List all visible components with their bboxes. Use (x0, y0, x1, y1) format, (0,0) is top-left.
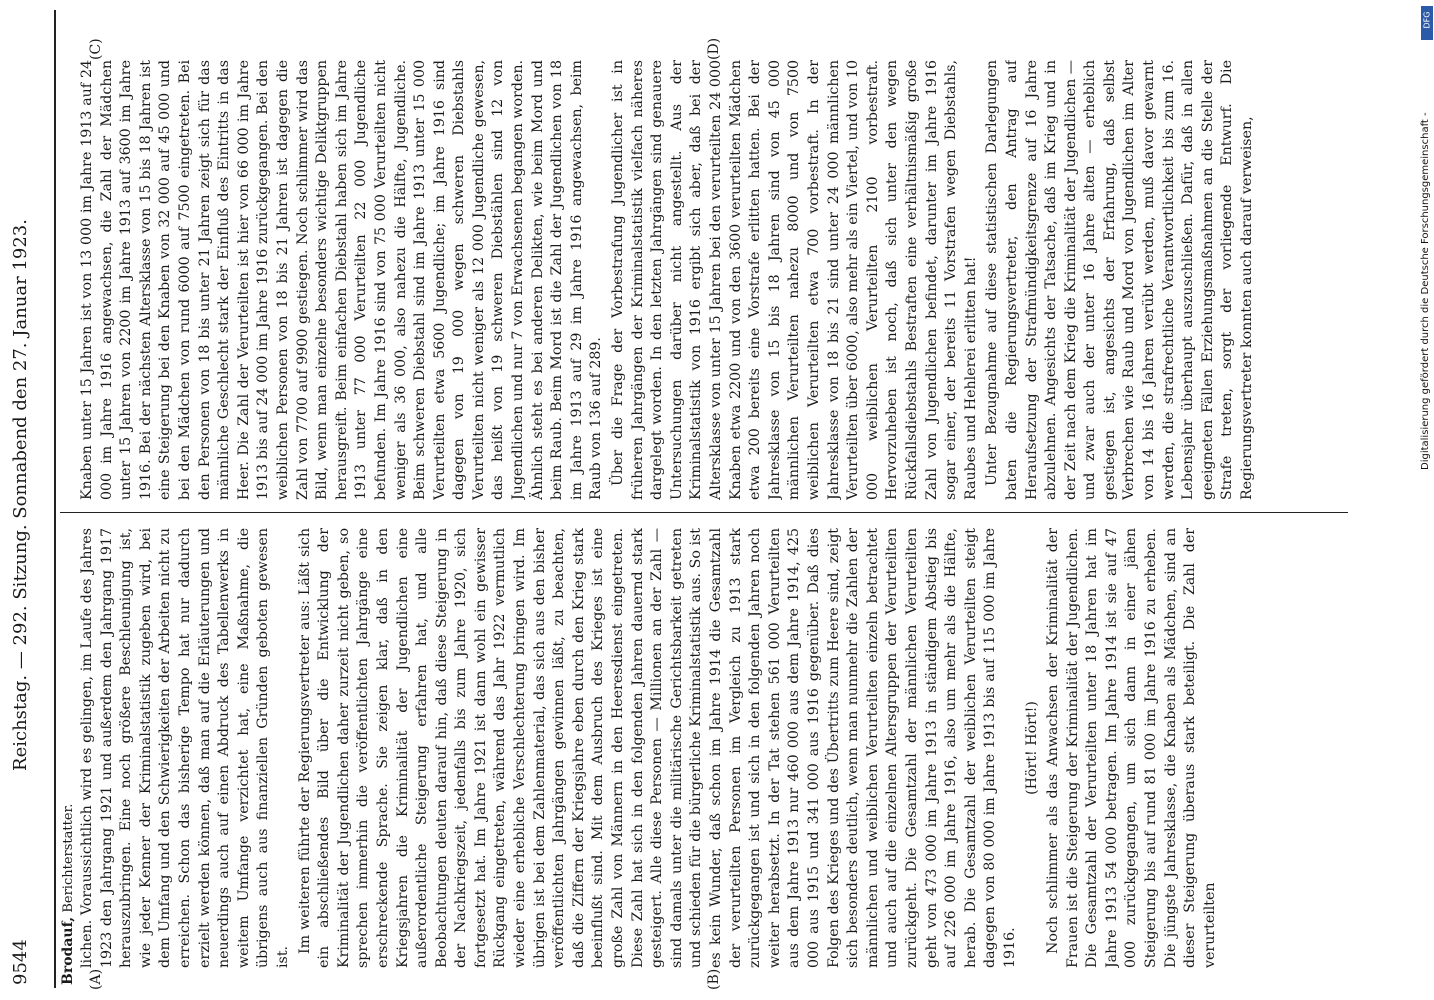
margin-letter-a: (A) (88, 968, 104, 990)
speaker-name: Brodauf, (60, 916, 76, 985)
paragraph: Knaben unter 15 Jahren ist von 13 000 im Jahre 1913 auf 24 000 im Jahre 1916 angewachsen, die Zahl der Mädchen unter 15 Jahren von 2200 im Jahre 1913 auf 3600 im Jahre 1916. Bei der nächsten Altersklasse von 15 bis 18 Jahren ist eine Steigerung bei den Knaben von 32 000 auf 45 000 und bei den Mädchen von rund 6000 auf 7500 eingetreten. Bei den Personen von 18 bis unter 21 Jahren zeigt sich für das männliche Geschlecht stark der Einfluß des Eintritts in das Heer. Die Zahl der Verurteilten ist hier von 66 000 im Jahre 1913 bis auf 24 000 im Jahre 1916 zurückgegangen. Bei den weiblichen Personen von 18 bis 21 Jahren ist dagegen die Zahl von 7700 auf 9900 gestiegen. Noch schlimmer wird das Bild, wenn man einzelne besonders wichtige Deliktgruppen herausgreift. Beim einfachen Diebstahl haben sich im Jahre 1913 unter 77 000 Verurteilten 22 000 Jugendliche befunden. Im Jahre 1916 sind von 75 000 Verurteilten nicht weniger als 36 000, also nahezu die Hälfte, Jugendliche. Beim schweren Diebstahl sind im Jahre 1913 unter 15 000 Verurteilten etwa 5600 Jugendliche; im Jahre 1916 sind dagegen von 19 000 wegen schweren Diebstahls Verurteilten nicht weniger als 12 000 Jugendliche gewesen, das heißt von 19 schweren Diebstählen sind 12 von Jugendlichen und nur 7 von Erwachsenen begangen worden. Ähnlich steht es bei anderen Delikten, wie beim Mord und beim Raub. Beim Mord ist die Zahl der Jugendlichen von 18 im Jahre 1913 auf 29 im Jahre 1916 angewachsen, beim Raub von 136 auf 289. (79, 60, 605, 500)
paragraph: Über die Frage der Vorbestrafung Jugendlicher ist in früheren Jahrgängen der Kriminalstatistik vielfach näheres dargelegt worden. In den letzten Jahrgängen sind genauere Untersuchungen darüber nicht angestellt. Aus der Kriminalstatistik von 1916 ergibt sich aber, daß bei der Altersklasse von unter 15 Jahren bei den verurteilten 24 000 Knaben etwa 2200 und von den 3600 verurteilten Mädchen etwa 200 bereits eine Vorstrafe erlitten hatten. Bei der Jahresklasse von 15 bis 18 Jahren sind von 45 000 männlichen Verurteilten nahezu 8000 und von 7500 weiblichen Verurteilten etwa 700 vorbestraft. In der Jahresklasse von 18 bis 21 sind unter 24 000 männlichen Verurteilten über 6000, also mehr als ein Viertel, und von 10 000 weiblichen Verurteilten 2100 vorbestraft. Hervorzuheben ist noch, daß sich unter den wegen Rückfallsdiebstahls Bestraften eine verhältnismäßig große Zahl von Jugendlichen befindet, darunter im Jahre 1916 sogar einer, der bereits 11 Vorstrafen wegen Diebstahls, Raubes und Hehlerei erlitten hat! (610, 60, 979, 500)
speaker-role: Berichterstatter. (61, 803, 76, 913)
margin-letter-b: (B) (706, 968, 722, 990)
interjection: (Hört! Hört!) (1023, 701, 1040, 795)
page-header (10, 5, 36, 985)
column-c-text (78, 60, 1343, 500)
page-title: Reichstag. — 292. Sitzung. Sonnabend den 27. Januar 1923. (10, 219, 31, 771)
paragraph: Noch schlimmer als das Anwachsen der Kriminalität der Frauen ist die Steigerung der Kriminalität der Jugendlichen. Die Gesamtzahl der Verurteilten unter 18 Jahren hat im Jahre 1913 54 000 betragen. Im Jahre 1914 ist sie auf 47 000 zurückgegangen, um sich dann in einer jähen Steigerung bis auf rund 81 000 im Jahre 1916 zu erheben. Die jüngste Jahresklasse, die Knaben als Mädchen, sind an dieser Steigerung überaus stark beteiligt. Die Zahl der verurteilten (1045, 528, 1218, 968)
margin-letter-d: (D) (706, 37, 722, 60)
margin-letter-c: (C) (88, 38, 104, 60)
paragraph: lichen. Voraussichtlich wird es gelingen, im Laufe des Jahres 1923 den Jahrgang 1921 und außerdem den Jahrgang 1917 herauszubringen. Eine noch größere Beschleunigung ist, wie jeder Kenner der Kriminalstatistik zugeben wird, bei dem Umfang und den Schwierigkeiten der Arbeiten nicht zu erreichen. Schon das bisherige Tempo hat nur dadurch erzielt werden können, daß man auf die Erläuterungen und neuerdings auch auf einen Abdruck des Tabellenwerks in weitem Umfange verzichtet hat, eine Maßnahme, die übrigens auch aus finanziellen Gründen geboten gewesen ist. (79, 528, 291, 968)
page-number: 9544 (10, 939, 31, 985)
header-rule (54, 10, 56, 988)
paragraph: Unter Bezugnahme auf diese statistischen Darlegungen baten die Regierungsvertreter, den Antrag auf Heraufsetzung der Strafmündigkeitsgrenze auf 16 Jahre abzulehnen. Angesichts der Tatsache, daß im Krieg und in der Zeit nach dem Krieg die Kriminalität der Jugendlichen — und zwar auch der unter 16 Jahre alten — erheblich gestiegen ist, angesichts der Erfahrung, daß selbst Verbrechen wie Raub und Mord von Jugendlichen im Alter von 14 bis 16 Jahren verübt werden, muß davor gewarnt werden, die strafrechtliche Verantwortlichkeit bis zum 16. Lebensjahr überhaupt auszuschließen. Dafür, daß in allen geeigneten Fällen Erziehungsmaßnahmen an die Stelle der Strafe treten, sorgt der vorliegende Entwurf. Die Regierungsvertreter konnten auch darauf verweisen, (984, 60, 1256, 500)
column-divider (60, 512, 1348, 513)
funding-note: Digitalisierung gefördert durch die Deutsche Forschungsgemeinschaft - (1420, 112, 1431, 470)
speaker-label (60, 804, 76, 985)
paragraph: Im weiteren führte der Regierungsvertreter aus: Läßt sich ein abschließendes Bild über die Entwicklung der Kriminalität der Jugendlichen daher zurzeit nicht geben, so sprechen immerhin die veröffentlichten Jahrgänge eine erschreckende Sprache. Sie zeigen klar, daß in den Kriegsjahren die Kriminalität der Jugendlichen eine außerordentliche Steigerung erfahren hat, und alle Beobachtungen deuten darauf hin, daß diese Steigerung in der Nachkriegszeit, jedenfalls bis zum Jahre 1920, sich fortgesetzt hat. Im Jahre 1921 ist dann wohl ein gewisser Rückgang eingetreten, während das Jahr 1922 vermutlich wieder eine erhebliche Verschlechterung bringen wird. Im übrigen ist bei dem Zahlenmaterial, das sich aus den bisher veröffentlichten Jahrgängen gewinnen läßt, zu beachten, daß die Ziffern der Kriegsjahre eben durch den Krieg stark beeinflußt sind. Mit dem Ausbruch des Krieges ist eine große Zahl von Männern in den Heeresdienst eingetreten. Diese Zahl hat sich in den folgenden Jahren dauernd stark gesteigert. Alle diese Personen — Millionen an der Zahl — sind damals unter die militärische Gerichtsbarkeit getreten und schieden für die bürgerliche Kriminalstatistik aus. So ist es kein Wunder, daß schon im Jahre 1914 die Gesamtzahl der verurteilten Personen im Vergleich zu 1913 stark zurückgegangen ist und sich in den folgenden Jahren noch weiter herabsetzt. In der Tat stehen 561 000 Verurteilten aus dem Jahre 1913 nur 460 000 aus dem Jahre 1914, 425 000 aus 1915 und 341 000 aus 1916 gegenüber. Daß dies Folgen des Krieges und des Übertritts zum Heere sind, zeigt sich besonders deutlich, wenn man nunmehr die Zahlen der männlichen und weiblichen Verurteilten einzeln betrachtet und auch auf die einzelnen Altersgruppen der Verurteilten zurückgeht. Die Gesamtzahl der männlichen Verurteilten geht von 473 000 im Jahre 1913 in ständigem Abstieg bis auf 226 000 im Jahre 1916, also um mehr als die Hälfte, herab. Die Gesamtzahl der weiblichen Verurteilten steigt dagegen von 80 000 im Jahre 1913 bis auf 115 000 im Jahre 1916. (296, 528, 1018, 968)
dfg-logo: DFG (1421, 6, 1433, 40)
column-a-text (78, 528, 1343, 968)
